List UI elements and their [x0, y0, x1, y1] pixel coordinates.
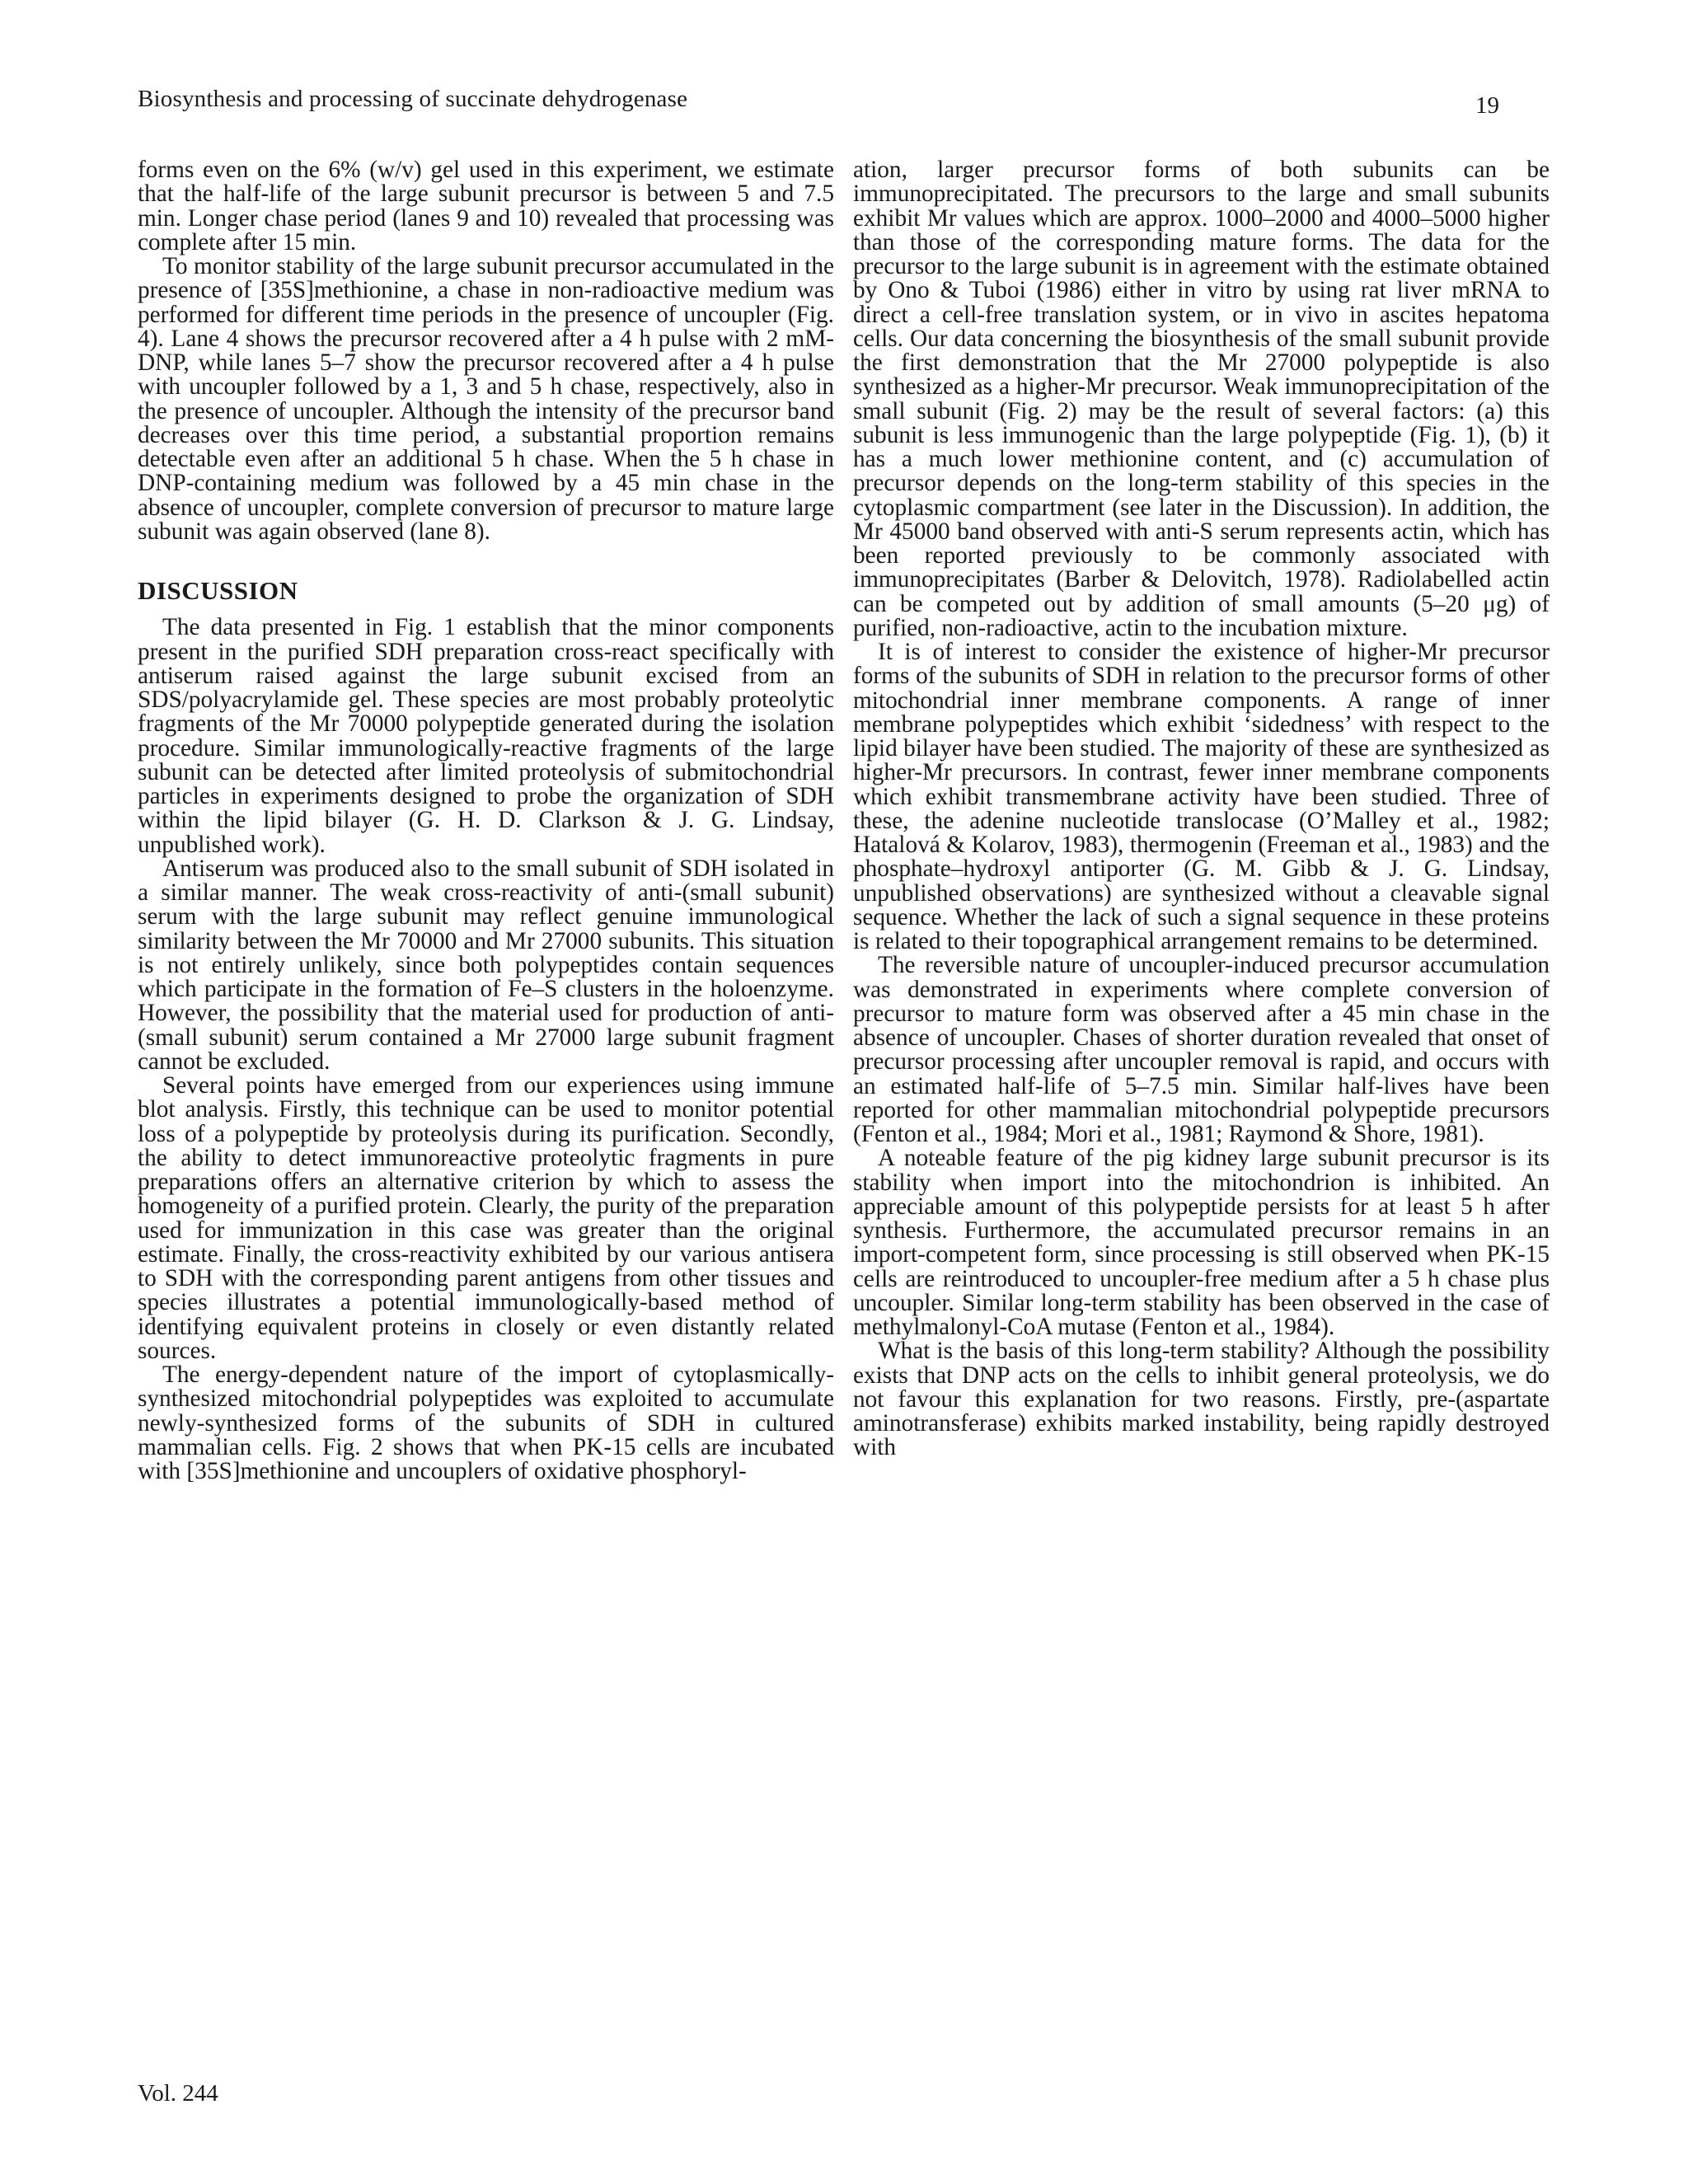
paragraph: Antiserum was produced also to the small subunit of SDH isolated in a similar manner. The weak cross-reactivity of anti-(small subunit) serum with the large subunit may reflect genuine immunological similarity between the Mr 70000 and Mr 27000 subunits. This situation is not entirely unlikely, since both polypeptides contain sequences which participate in the formation of Fe–S clusters in the holoenzyme. However, the possibility that the material used for production of anti-(small subunit) serum contained a Mr 27000 large subunit fragment cannot be excluded.	[138, 855, 834, 1075]
section-heading-discussion: DISCUSSION	[138, 576, 298, 605]
page-number: 19	[1475, 92, 1499, 119]
paragraph: The reversible nature of uncoupler-induced precursor accumulation was demonstrated in experiments where complete conversion of precursor to mature form was observed after a 45 min chase in the absence of uncoupler. Chases of shorter duration revealed that onset of precursor processing after uncoupler removal is rapid, and occurs with an estimated half-life of 5–7.5 min. Similar half-lives have been reported for other mammalian mitochondrial polypeptide precursors (Fenton et al., 1984; Mori et al., 1981; Raymond & Shore, 1981).	[853, 952, 1550, 1147]
right-column	[853, 158, 1550, 1460]
paragraph: ation, larger precursor forms of both subunits can be immunoprecipitated. The precursors to the large and small subunits exhibit Mr values which are approx. 1000–2000 and 4000–5000 higher than those of the corresponding mature forms. The data for the precursor to the large subunit is in agreement with the estimate obtained by Ono & Tuboi (1986) either in vitro by using rat liver mRNA to direct a cell-free translation system, or in vivo in ascites hepatoma cells. Our data concerning the biosynthesis of the small subunit provide the first demonstration that the Mr 27000 polypeptide is also synthesized as a higher-Mr precursor. Weak immunoprecipitation of the small subunit (Fig. 2) may be the result of several factors: (a) this subunit is less immunogenic than the large polypeptide (Fig. 1), (b) it has a much lower methionine content, and (c) accumulation of precursor depends on the long-term stability of this species in the cytoplasmic compartment (see later in the Discussion). In addition, the Mr 45000 band observed with anti-S serum represents actin, which has been reported previously to be commonly associated with immunoprecipitates (Barber & Delovitch, 1978). Radiolabelled actin can be competed out by addition of small amounts (5–20 μg) of purified, non-radioactive, actin to the incubation mixture.	[853, 157, 1550, 641]
paragraph: Several points have emerged from our experiences using immune blot analysis. Firstly, this technique can be used to monitor potential loss of a polypeptide by proteolysis during its purification. Secondly, the ability to detect immunoreactive proteolytic fragments in pure preparations offers an alternative criterion by which to assess the homogeneity of a purified protein. Clearly, the purity of the preparation used for immunization in this case was greater than the original estimate. Finally, the cross-reactivity exhibited by our various antisera to SDH with the corresponding parent antigens from other tissues and species illustrates a potential immunologically-based method of identifying equivalent proteins in closely or even distantly related sources.	[138, 1072, 834, 1364]
paragraph: The energy-dependent nature of the import of cytoplasmically-synthesized mitochondrial polypeptides was exploited to accumulate newly-synthesized forms of the subunits of SDH in cultured mammalian cells. Fig. 2 shows that when PK-15 cells are incubated with [35S]methionine and uncouplers of oxidative phosphoryl-	[138, 1361, 834, 1484]
left-column	[138, 158, 834, 1483]
paragraph: What is the basis of this long-term stability? Although the possibility exists that DNP acts on the cells to inhibit general proteolysis, we do not favour this explanation for two reasons. Firstly, pre-(aspartate aminotransferase) exhibits marked instability, being rapidly destroyed with	[853, 1338, 1550, 1461]
running-title: Biosynthesis and processing of succinate dehydrogenase	[138, 86, 688, 112]
paragraph: The data presented in Fig. 1 establish that the minor components present in the purified SDH preparation cross-react specifically with antiserum raised against the large subunit excised from an SDS/polyacrylamide gel. These species are most probably proteolytic fragments of the Mr 70000 polypeptide generated during the isolation procedure. Similar immunologically-reactive fragments of the large subunit can be detected after limited proteolysis of submitochondrial particles in experiments designed to probe the organization of SDH within the lipid bilayer (G. H. D. Clarkson & J. G. Lindsay, unpublished work).	[138, 614, 834, 858]
section-heading-wrap	[138, 576, 834, 605]
paragraph: It is of interest to consider the existence of higher-Mr precursor forms of the subunits of SDH in relation to the precursor forms of other mitochondrial inner membrane components. A range of inner membrane polypeptides which exhibit ‘sidedness’ with respect to the lipid bilayer have been studied. The majority of these are synthesized as higher-Mr precursors. In contrast, fewer inner membrane components which exhibit transmembrane activity have been studied. Three of these, the adenine nucleotide translocase (O’Malley et al., 1982; Hatalová & Kolarov, 1983), thermogenin (Freeman et al., 1983) and the phosphate–hydroxyl antiporter (G. M. Gibb & J. G. Lindsay, unpublished observations) are synthesized without a cleavable signal sequence. Whether the lack of such a signal sequence in these proteins is related to their topographical arrangement remains to be determined.	[853, 639, 1550, 954]
volume-footer: Vol. 244	[138, 2080, 218, 2107]
paragraph: To monitor stability of the large subunit precursor accumulated in the presence of [35S]methionine, a chase in non-radioactive medium was performed for different time periods in the presence of uncoupler (Fig. 4). Lane 4 shows the precursor recovered after a 4 h pulse with 2 mM-DNP, while lanes 5–7 show the precursor recovered after a 4 h pulse with uncoupler followed by a 1, 3 and 5 h chase, respectively, also in the presence of uncoupler. Although the intensity of the precursor band decreases over this time period, a substantial proportion remains detectable even after an additional 5 h chase. When the 5 h chase in DNP-containing medium was followed by a 45 min chase in the absence of uncoupler, complete conversion of precursor to mature large subunit was again observed (lane 8).	[138, 253, 834, 545]
paragraph: forms even on the 6% (w/v) gel used in this experiment, we estimate that the half-life of the large subunit precursor is between 5 and 7.5 min. Longer chase period (lanes 9 and 10) revealed that processing was complete after 15 min.	[138, 157, 834, 255]
paragraph: A noteable feature of the pig kidney large subunit precursor is its stability when import into the mitochondrion is inhibited. An appreciable amount of this polypeptide persists for at least 5 h after synthesis. Furthermore, the accumulated precursor remains in an import-competent form, since processing is still observed when PK-15 cells are reintroduced to uncoupler-free medium after a 5 h chase plus uncoupler. Similar long-term stability has been observed in the case of methylmalonyl-CoA mutase (Fenton et al., 1984).	[853, 1145, 1550, 1340]
